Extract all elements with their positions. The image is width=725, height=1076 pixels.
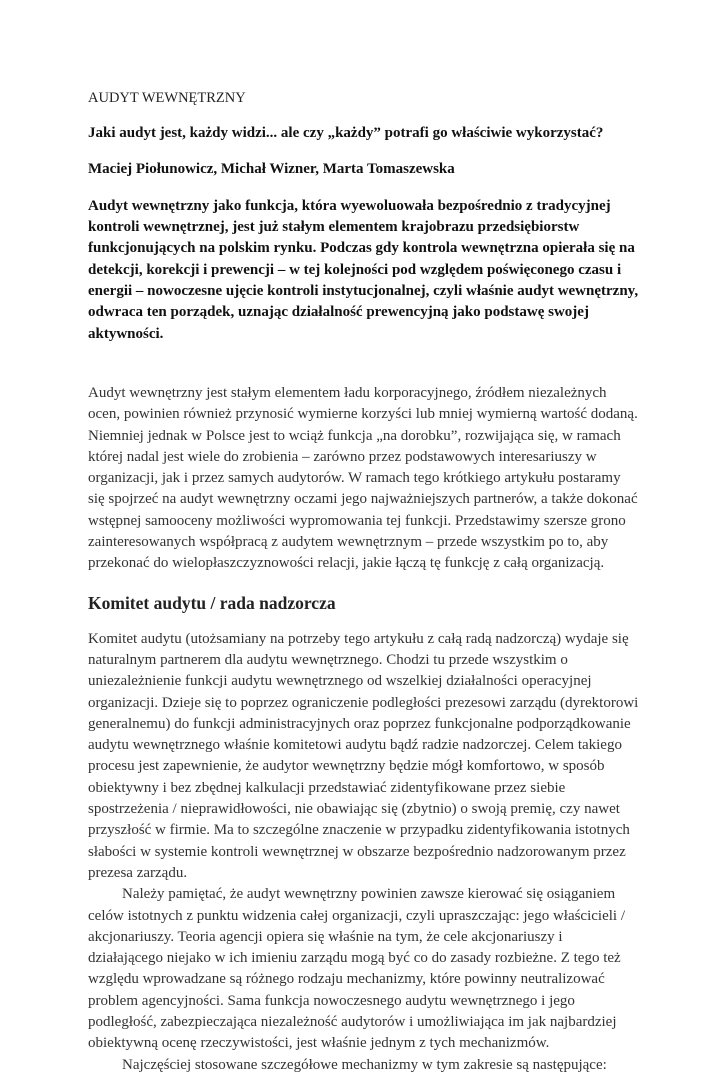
section-paragraph-1: Komitet audytu (utożsamiany na potrzeby tego artykułu z całą radą nadzorczą) wydaje się naturalnym partnerem dla audytu wewnętrznego. Chodzi tu przede wszystkim o uniezależnienie funkcji audytu wewnętrznego od wszelkiej działalności operacyjnej organizacji. Dzieje się to poprzez ograniczenie podległości prezesowi zarządu (dyrektorowi generalnemu) do funkcji administracyjnych oraz poprzez funkcjonalne podporządkowanie audytu wewnętrznego właśnie komitetowi audytu bądź radzie nadzorczej. Celem takiego procesu jest zapewnienie, że audytor wewnętrzny będzie mógł komfortowo, w sposób obiektywny i bez zbędnej kalkulacji przedstawiać zidentyfikowane przez siebie spostrzeżenia / nieprawidłowości, nie obawiając się (zbytnio) o swoją premię, czy nawet przyszłość w firmie. Ma to szczególne znaczenie w przypadku zidentyfikowania istotnych słabości w systemie kontroli wewnętrznej w obszarze bezpośrednio nadzorowanym przez prezesa zarządu. xyxy=(88,630,639,881)
document-page xyxy=(88,88,640,1076)
document-label: AUDYT WEWNĘTRZNY xyxy=(88,90,246,106)
article-authors: Maciej Piołunowicz, Michał Wizner, Marta Tomaszewska xyxy=(88,160,455,177)
article-subtitle: Jaki audyt jest, każdy widzi... ale czy „każdy” potrafi go właściwie wykorzystać? xyxy=(88,125,604,142)
article-abstract: Audyt wewnętrzny jako funkcja, która wyewoluowała bezpośrednio z tradycyjnej kontroli wewnętrznej, jest już stałym elementem krajobrazu przedsiębiorstw funkcjonujących na polskim rynku. Podczas gdy kontrola wewnętrzna opierała się na detekcji, korekcji i prewencji – w tej kolejności pod względem poświęconego czasu i energii – nowoczesne ujęcie kontroli instytucjonalnej, czyli właśnie audyt wewnętrzny, odwraca ten porządek, uznając działalność prewencyjną jako podstawę swojej aktywności. xyxy=(88,197,639,342)
section-paragraph-3: Najczęściej stosowane szczegółowe mechanizmy w tym zakresie są następujące: xyxy=(122,1056,607,1073)
intro-paragraph: Audyt wewnętrzny jest stałym elementem ładu korporacyjnego, źródłem niezależnych ocen, powinien również przynosić wymierne korzyści lub mniej wymierną wartość dodaną. Niemniej jednak w Polsce jest to wciąż funkcja „na dorobku”, rozwijająca się, w ramach której nadal jest wiele do zrobienia – zarówno przez podstawowych interesariuszy w organizacji, jak i przez samych audytorów. W ramach tego krótkiego artykułu postaramy się spojrzeć na audyt wewnętrzny oczami jego najważniejszych partnerów, a także dokonać wstępnej samooceny możliwości wypromowania tej funkcji. Przedstawimy szersze grono zainteresowanych współpracą z audytem wewnętrznym – przede wszystkim po to, aby przekonać do wielopłaszczyznowości relacji, jakie łączą tę funkcję z całą organizacją. xyxy=(88,384,638,572)
section-heading: Komitet audytu / rada nadzorcza xyxy=(88,592,336,613)
section-paragraph-2: Należy pamiętać, że audyt wewnętrzny powinien zawsze kierować się osiąganiem celów istotnych z punktu widzenia całej organizacji, czyli upraszczając: jego właścicieli / akcjonariuszy. Teoria agencji opiera się właśnie na tym, że cele akcjonariuszy i działającego niejako w ich imieniu zarządu mogą być co do zasady rozbieżne. Z tego też względu wprowadzane są różnego rodzaju mechanizmy, które powinny neutralizować problem agencyjności. Sama funkcja nowoczesnego audytu wewnętrznego i jego podległość, zabezpieczająca niezależność audytorów i umożliwiająca im jak najbardziej obiektywną ocenę rzeczywistości, jest właśnie jednym z tych mechanizmów. xyxy=(88,886,625,1052)
